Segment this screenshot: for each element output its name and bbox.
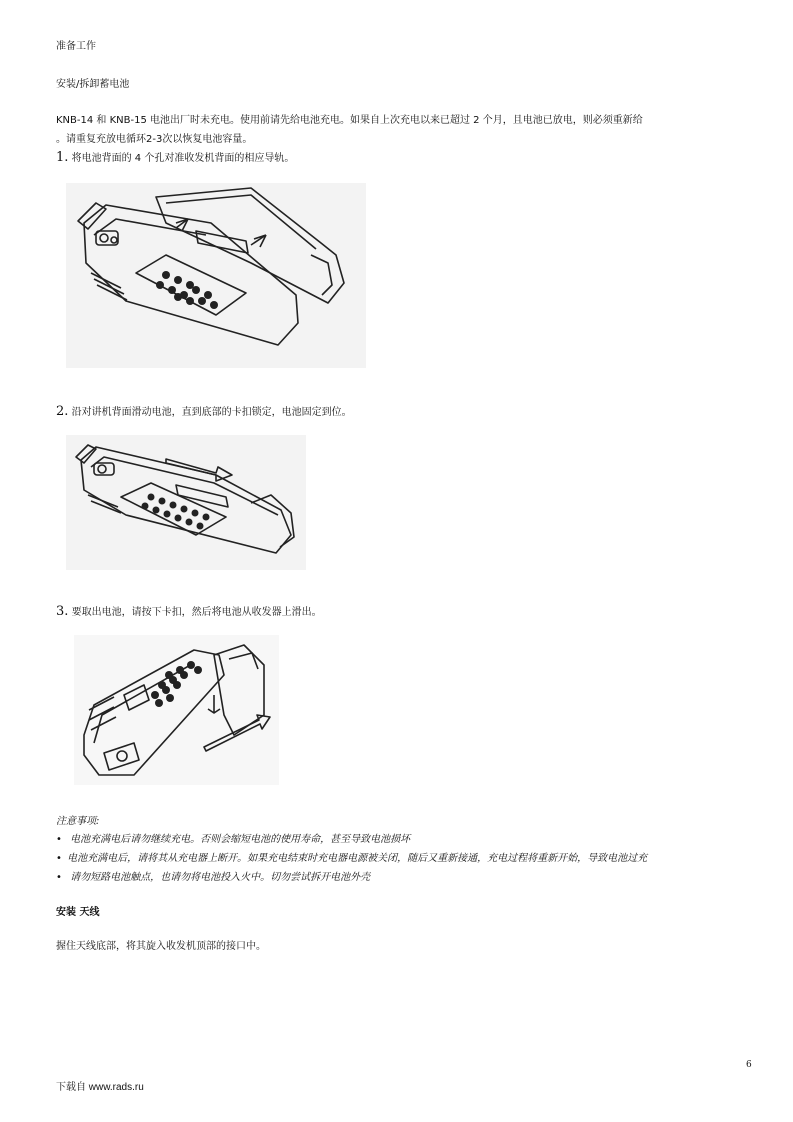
notes-title: 注意事项: bbox=[56, 816, 100, 827]
step-3 bbox=[56, 605, 322, 620]
battery-heading: 安装/拆卸蓄电池 bbox=[56, 79, 130, 90]
step-3-text: 要取出电池，请按下卡扣，然后将电池从收发器上滑出。 bbox=[71, 607, 322, 618]
bullet-icon: • bbox=[56, 872, 62, 883]
step-2 bbox=[56, 405, 352, 420]
note-item-3 bbox=[56, 871, 370, 885]
antenna-instruction: 握住天线底部，将其旋入收发机顶部的接口中。 bbox=[56, 941, 266, 952]
note-item-2 bbox=[56, 852, 647, 866]
note-text-3: 请勿短路电池触点，也请勿将电池投入火中。切勿尝试拆开电池外壳 bbox=[70, 872, 371, 883]
step-2-number: 2. bbox=[56, 404, 69, 419]
step-1-text: 将电池背面的 4 个孔对准收发机背面的相应导轨。 bbox=[71, 153, 295, 164]
step-1 bbox=[56, 151, 294, 166]
step-1-number: 1. bbox=[56, 150, 69, 165]
note-item-1 bbox=[56, 833, 410, 847]
note-text-2: 电池充满电后，请将其从充电器上断开。如果充电结束时充电器电源被关闭，随后又重新接通，充电过程将重新开始，导致电池过充 bbox=[67, 853, 648, 864]
bullet-icon: • bbox=[56, 853, 62, 864]
note-text-1: 电池充满电后请勿继续充电。否则会缩短电池的使用寿命，甚至导致电池损坏 bbox=[70, 834, 411, 845]
section-header: 准备工作 bbox=[56, 41, 96, 52]
battery-intro-line1: KNB-14 和 KNB-15 电池出厂时未充电。使用前请先给电池充电。如果自上次充电以来已超过 2 个月，且电池已放电，则必须重新给 bbox=[56, 115, 643, 126]
figure-remove-battery bbox=[74, 635, 279, 785]
step-3-number: 3. bbox=[56, 604, 69, 619]
battery-intro-line2: 。请重复充放电循环2-3次以恢复电池容量。 bbox=[56, 134, 253, 145]
step-2-text: 沿对讲机背面滑动电池，直到底部的卡扣锁定，电池固定到位。 bbox=[71, 407, 352, 418]
figure-slide-battery bbox=[66, 435, 306, 570]
page-number: 6 bbox=[746, 1060, 752, 1070]
figure-align-battery bbox=[66, 183, 366, 368]
bullet-icon: • bbox=[56, 834, 62, 845]
antenna-heading: 安装 天线 bbox=[56, 907, 100, 918]
download-source: 下载自 www.rads.ru bbox=[56, 1082, 144, 1093]
